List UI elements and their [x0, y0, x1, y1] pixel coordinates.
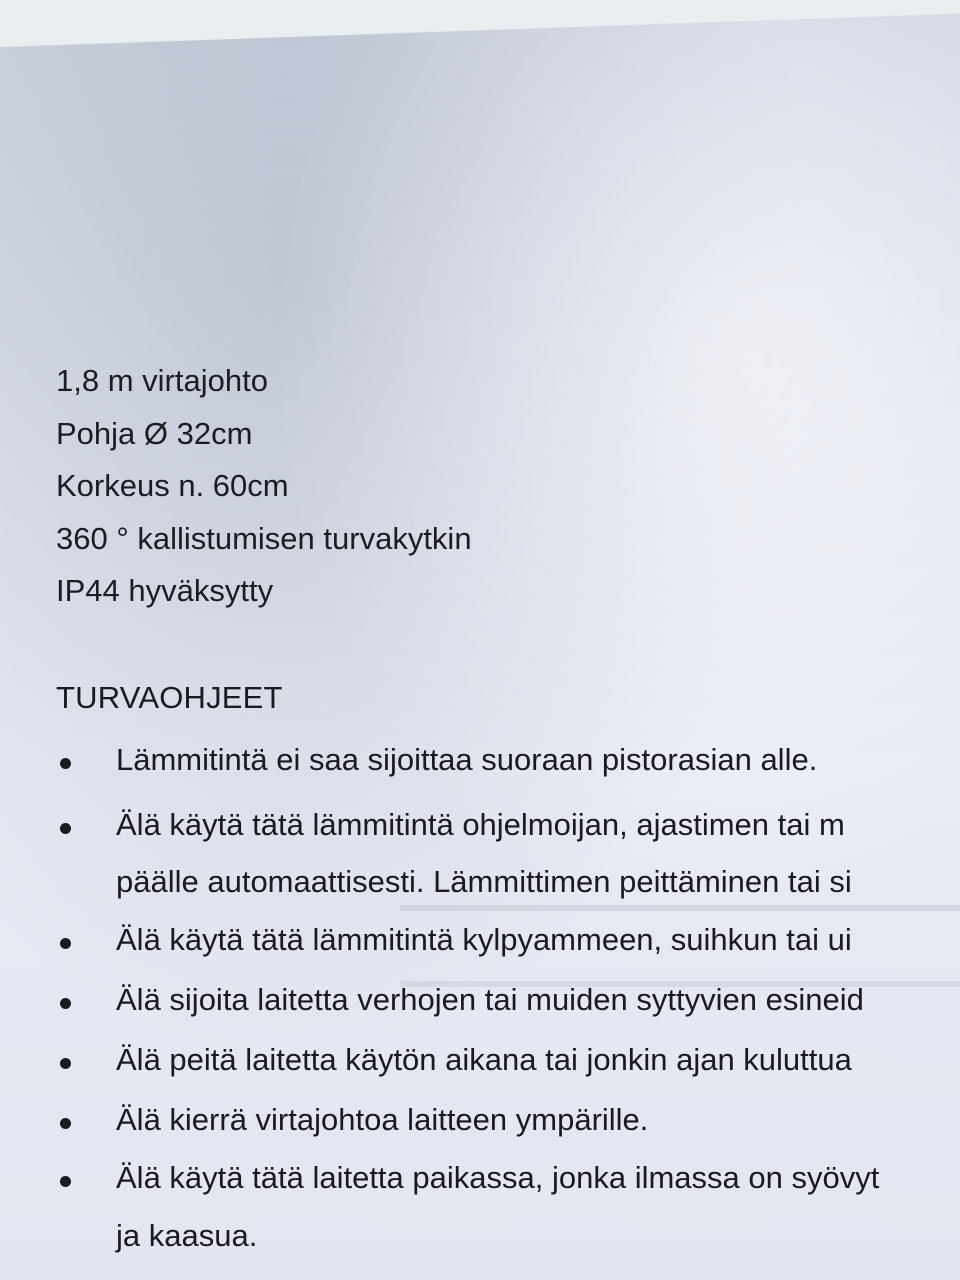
- bullet-dot: [60, 938, 71, 949]
- safety-bullet: [0, 740, 960, 792]
- spec-height: Korkeus n. 60cm: [56, 468, 289, 503]
- spec-cord-length: 1,8 m virtajohto: [56, 363, 268, 398]
- spec-list: [56, 355, 472, 618]
- bullet-text: Älä kierrä virtajohtoa laitteen ympärille.: [116, 1102, 649, 1137]
- safety-heading: TURVAOHJEET: [56, 680, 283, 715]
- safety-bullet: [0, 920, 960, 972]
- bullet-continuation: päälle automaattisesti. Lämmittimen peittäminen tai si: [116, 864, 852, 899]
- bullet-text: Älä sijoita laitetta verhojen tai muiden syttyvien esineid: [116, 982, 864, 1017]
- bullet-dot: [60, 758, 71, 769]
- spec-base-diameter: Pohja Ø 32cm: [56, 415, 253, 451]
- bullet-continuation: ja kaasua.: [116, 1218, 258, 1253]
- spec-ip-rating: IP44 hyväksytty: [56, 573, 274, 608]
- safety-bullet: [0, 980, 960, 1032]
- bullet-dot: [60, 998, 71, 1009]
- bullet-text: Älä käytä tätä lämmitintä kylpyammeen, suihkun tai ui: [116, 922, 852, 957]
- bullet-dot: [60, 1118, 71, 1129]
- safety-bullet: [0, 1100, 960, 1152]
- bullet-text: Älä peitä laitetta käytön aikana tai jonkin ajan kuluttua: [116, 1042, 852, 1077]
- safety-bullet: [0, 1040, 960, 1092]
- spec-tilt-switch: 360 ° kallistumisen turvakytkin: [56, 520, 472, 556]
- page-edge: [0, 0, 960, 70]
- safety-bullet: [0, 805, 960, 857]
- bullet-text: Älä käytä tätä laitetta paikassa, jonka ilmassa on syövyt: [116, 1160, 880, 1195]
- bullet-text: Älä käytä tätä lämmitintä ohjelmoijan, ajastimen tai m: [116, 807, 845, 842]
- safety-bullet: [0, 1158, 960, 1210]
- bullet-dot: [60, 1176, 71, 1187]
- bullet-dot: [60, 823, 71, 834]
- bullet-dot: [60, 1058, 71, 1069]
- bullet-text: Lämmitintä ei saa sijoittaa suoraan pistorasian alle.: [116, 742, 818, 777]
